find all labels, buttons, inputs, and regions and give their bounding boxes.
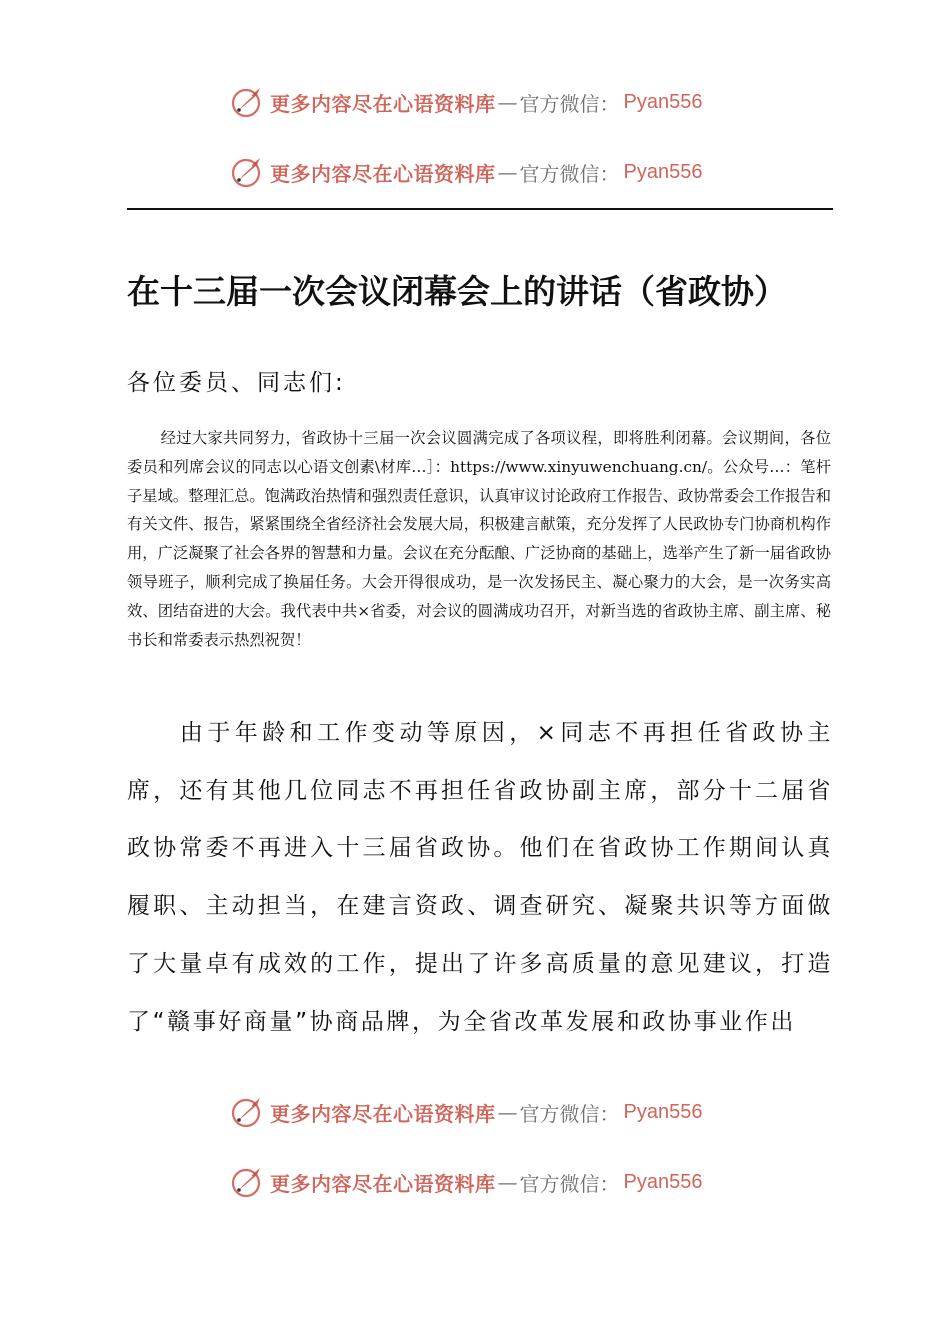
paragraph-1: 经过大家共同努力，省政协十三届一次会议圆满完成了各项议程，即将胜利闭幕。会议期间，各位委员和列席会议的同志以心语文创素\材库…］：https://www.xinyuwenchuang.cn/。公众号…：笔杆子星域。整理汇总。饱满政治热情和强烈责任意识，认真审议讨论政府工作报告、政协常委会工作报告和有关文件、报告，紧紧围绕全省经济社会发展大局，积极建言献策，充分发挥了人民政协专门协商机构作用，广泛凝聚了社会各界的智慧和力量。会议在充分酝酿、广泛协商的基础上，选举产生了新一届省政协领导班子，顺利完成了换届任务。大会开得很成功，是一次发扬民主、凝心聚力的大会，是一次务实高效、团结奋进的大会。我代表中共×省委，对会议的圆满成功召开，对新当选的省政协主席、副主席、秘书长和常委表示热烈祝贺！: [127, 429, 831, 649]
watermark-dash: —: [497, 160, 518, 184]
paragraph-2: 由于年龄和工作变动等原因，×同志不再担任省政协主席，还有其他几位同志不再担任省政协副主席，部分十二届省政协常委不再进入十三届省政协。他们在省政协工作期间认真履职、主动担当，在建言资政、调查研究、凝聚共识等方面做了大量卓有成效的工作，提出了许多高质量的意见建议，打造了“赣事好商量”协商品牌，为全省改革发展和政协事业作出: [127, 720, 833, 1035]
watermark-dash: —: [497, 90, 518, 114]
watermark-official-text: 官方微信：: [519, 161, 620, 186]
header-divider: [127, 208, 833, 210]
document-title: 在十三届一次会议闭幕会上的讲话（省政协）: [127, 272, 787, 311]
watermark-wechat-id: Pyan556: [623, 1170, 703, 1193]
watermark-brand-text: 更多内容尽在心语资料库: [270, 91, 496, 116]
watermark-wechat-id: Pyan556: [623, 1100, 703, 1123]
watermark-official-text: 官方微信：: [519, 1171, 620, 1196]
watermark-dash: —: [497, 1100, 518, 1124]
watermark-wechat-id: Pyan556: [623, 90, 703, 113]
watermark-banner-top-2: [230, 152, 730, 192]
quill-pen-icon: [230, 1164, 266, 1200]
watermark-brand-text: 更多内容尽在心语资料库: [270, 161, 496, 186]
watermark-banner-bottom-2: [230, 1162, 730, 1202]
watermark-official-text: 官方微信：: [519, 91, 620, 116]
quill-pen-icon: [230, 1094, 266, 1130]
watermark-dash: —: [497, 1170, 518, 1194]
watermark-wechat-id: Pyan556: [623, 160, 703, 183]
salutation: 各位委员、同志们:: [127, 370, 346, 396]
watermark-banner-bottom-1: [230, 1092, 730, 1132]
watermark-brand-text: 更多内容尽在心语资料库: [270, 1171, 496, 1196]
watermark-banner-top-1: [230, 82, 730, 122]
quill-pen-icon: [230, 84, 266, 120]
quill-pen-icon: [230, 154, 266, 190]
watermark-official-text: 官方微信：: [519, 1101, 620, 1126]
watermark-brand-text: 更多内容尽在心语资料库: [270, 1101, 496, 1126]
